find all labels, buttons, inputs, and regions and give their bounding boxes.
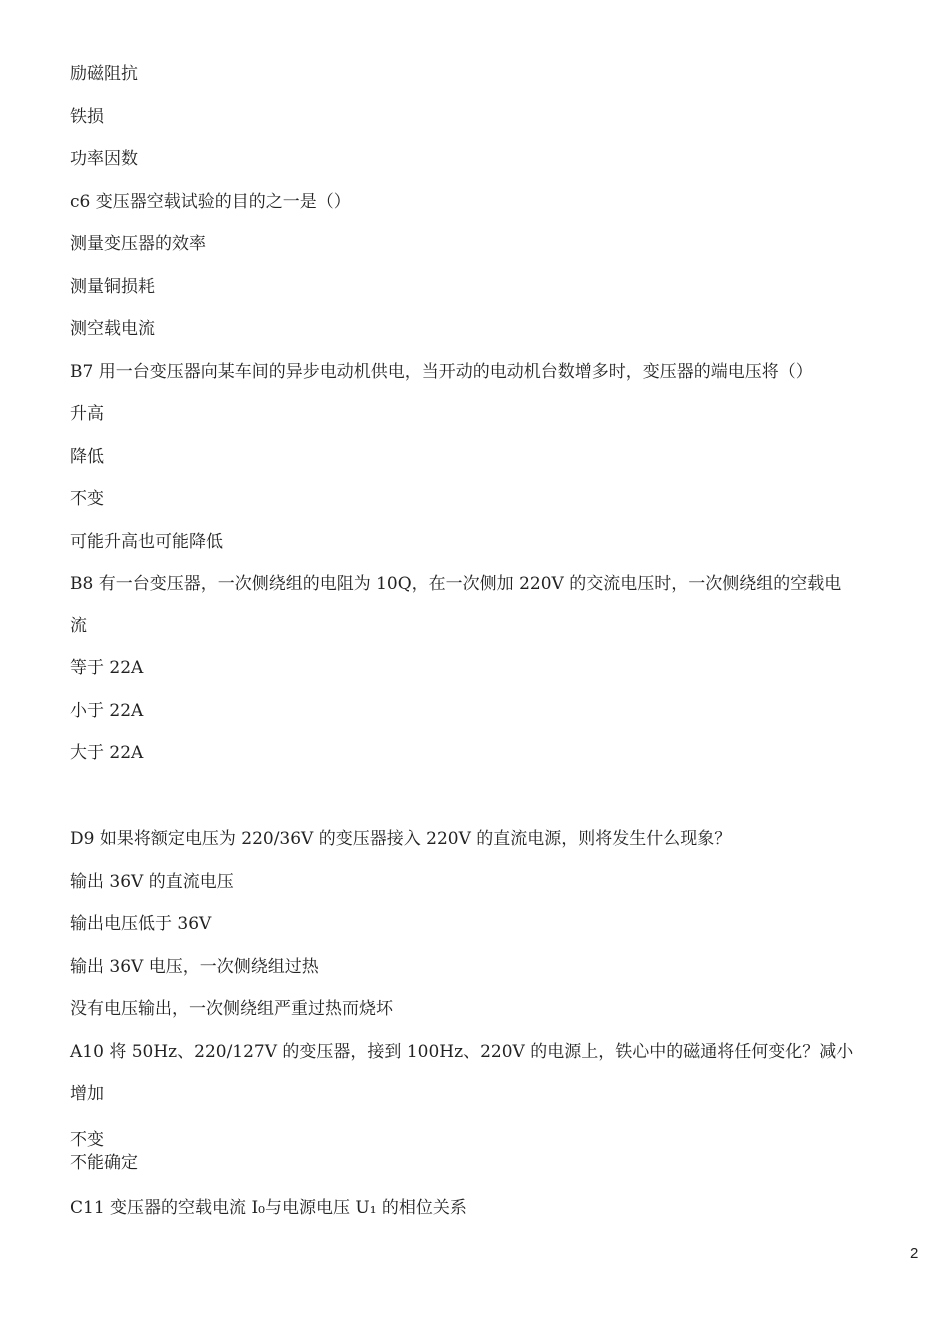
option-line: 不变 — [70, 489, 104, 509]
option-line: 输出电压低于 36V — [70, 914, 212, 934]
option-line: 增加 — [70, 1084, 104, 1104]
option-line: 可能升高也可能降低 — [70, 532, 223, 552]
option-line: 不变 — [70, 1130, 104, 1150]
option-line: 没有电压输出，一次侧绕组严重过热而烧坏 — [70, 999, 393, 1019]
text-line: 励磁阻抗 — [70, 64, 138, 84]
option-line: 大于 22A — [70, 743, 144, 763]
option-line: 输出 36V 的直流电压 — [70, 872, 234, 892]
question-b8-cont: 流 — [70, 616, 87, 636]
question-c11: C11 变压器的空载电流 I₀与电源电压 U₁ 的相位关系 — [70, 1198, 467, 1218]
option-line: 测量铜损耗 — [70, 277, 155, 297]
option-line: 测量变压器的效率 — [70, 234, 206, 254]
question-d9: D9 如果将额定电压为 220/36V 的变压器接入 220V 的直流电源，则将发生什么现象？ — [70, 829, 732, 849]
text-line: 功率因数 — [70, 149, 138, 169]
option-line: 不能确定 — [70, 1153, 138, 1173]
option-line: 等于 22A — [70, 658, 144, 678]
question-c6: c6 变压器空载试验的目的之一是（） — [70, 192, 351, 212]
question-b7: B7 用一台变压器向某车间的异步电动机供电，当开动的电动机台数增多时，变压器的端电压将（） — [70, 362, 813, 382]
option-line: 输出 36V 电压，一次侧绕组过热 — [70, 957, 319, 977]
option-line: 升高 — [70, 404, 104, 424]
option-line: 降低 — [70, 447, 104, 467]
option-line: 小于 22A — [70, 701, 144, 721]
option-line: 测空载电流 — [70, 319, 155, 339]
page-number: 2 — [910, 1245, 919, 1262]
question-b8: B8 有一台变压器，一次侧绕组的电阻为 10Q，在一次侧加 220V 的交流电压时，一次侧绕组的空载电 — [70, 574, 842, 594]
question-a10: A10 将 50Hz、220/127V 的变压器，接到 100Hz、220V 的电源上，铁心中的磁通将任何变化？减小 — [70, 1042, 854, 1062]
text-line: 铁损 — [70, 107, 104, 127]
